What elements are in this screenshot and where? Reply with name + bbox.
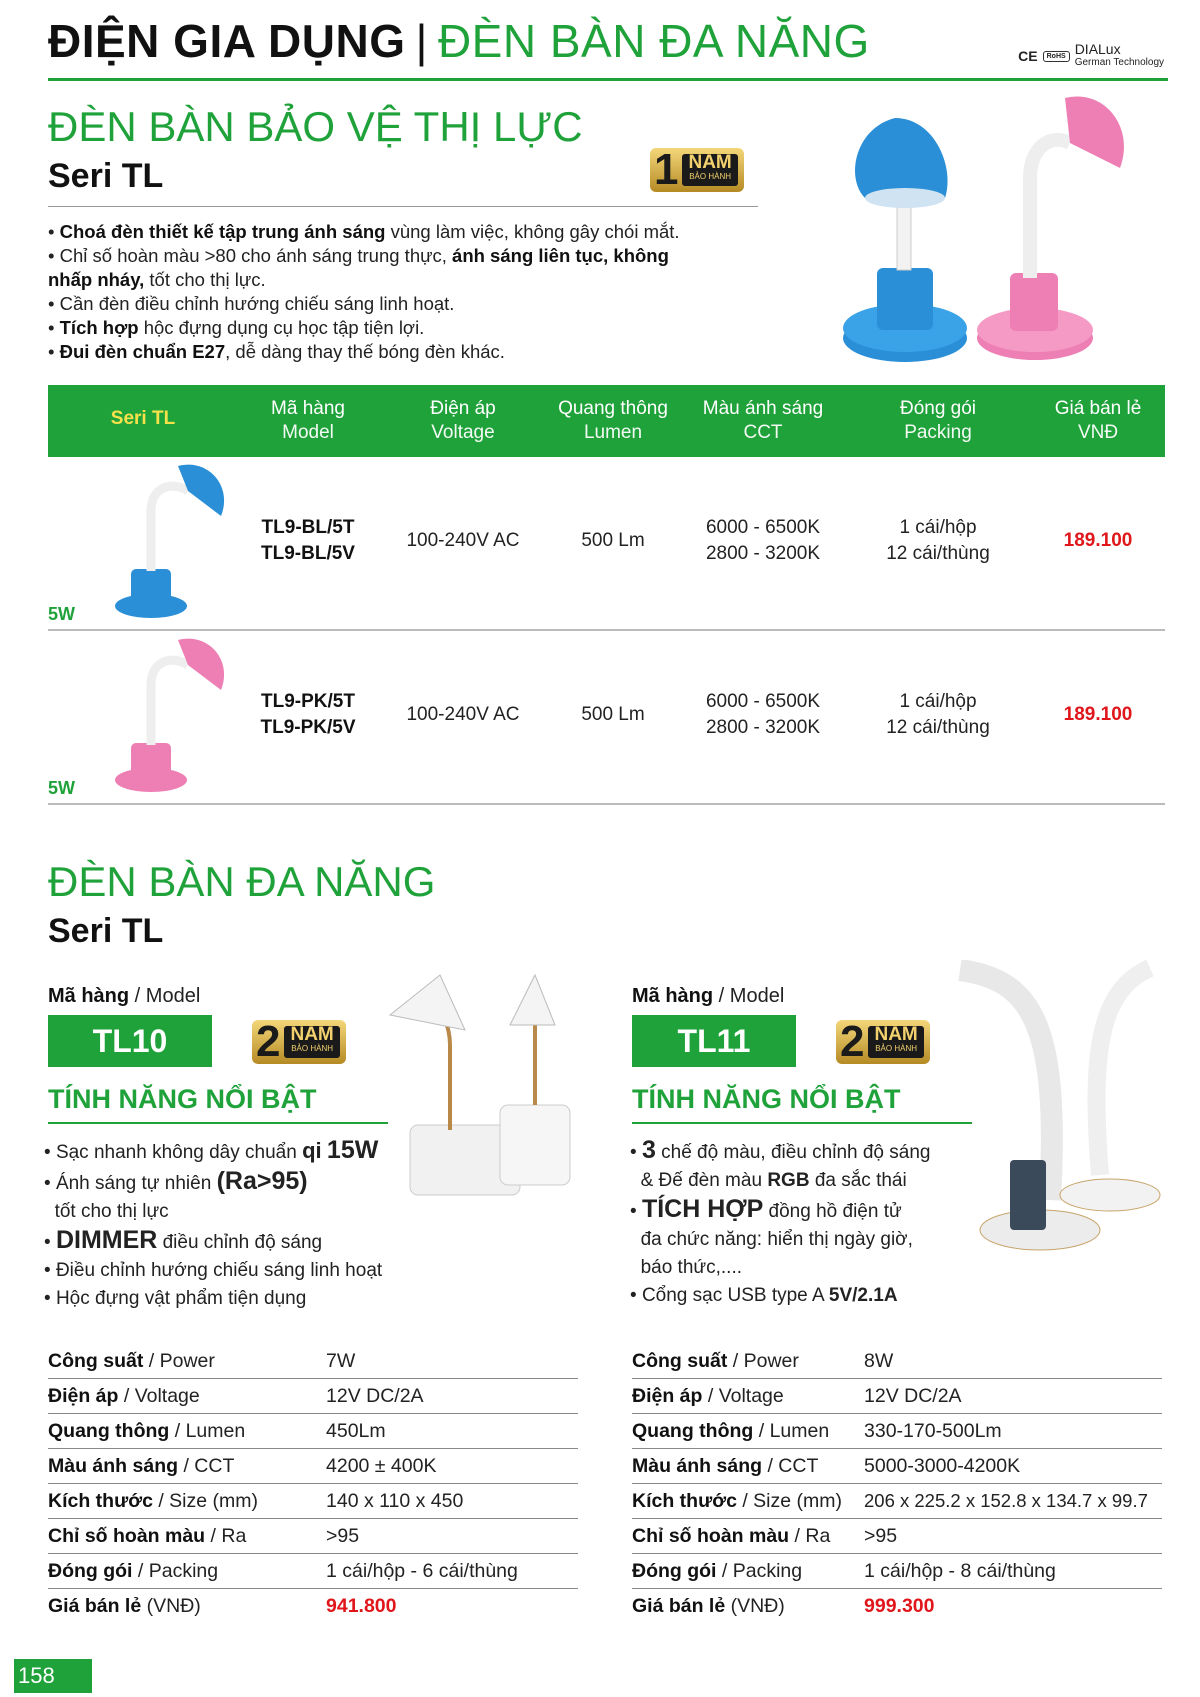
section1-series: Seri TL <box>48 157 164 195</box>
row-packing: 1 cái/hộp 12 cái/thùng <box>886 517 990 564</box>
section2-series: Seri TL <box>48 912 164 950</box>
spec-row: Kích thước / Size (mm) 206 x 225.2 x 152.8 x 134.7 x 99.7 <box>632 1484 1162 1519</box>
table-header-cct: Màu ánh sáng CCT <box>702 398 824 443</box>
table-row <box>48 631 1165 805</box>
row-packing: 1 cái/hộp 12 cái/thùng <box>886 691 990 738</box>
tl11-model-label: Mã hàng / Model <box>632 985 785 1007</box>
feature-item: • TÍCH HỢP đồng hồ điện tử đa chức năng: hiển thị ngày giờ, báo thức,.... <box>630 1195 913 1278</box>
lamp-thumbnail-blue <box>93 461 243 621</box>
spec-row: Chỉ số hoàn màu / Ra >95 <box>48 1519 578 1554</box>
bullet-item: • Đui đèn chuẩn E27, dễ dàng thay thế bóng đèn khác. <box>48 341 505 362</box>
feature-item: • Cổng sạc USB type A 5V/2.1A <box>630 1285 898 1306</box>
table-header-series: Seri TL <box>110 408 176 429</box>
feature-item: • Sạc nhanh không dây chuẩn qi 15W <box>44 1136 379 1164</box>
warranty-badge-2yr: 2 NĂM BẢO HÀNH <box>252 1020 346 1064</box>
spec-row: Đóng gói / Packing 1 cái/hộp - 6 cái/thùng <box>48 1554 578 1589</box>
spec-row: Công suất / Power 7W <box>48 1344 578 1379</box>
lamp-thumbnail-pink <box>93 635 243 795</box>
bullet-item: • Cần đèn điều chỉnh hướng chiếu sáng linh hoạt. <box>48 293 455 314</box>
tl11-features-title: TÍNH NĂNG NỔI BẬT <box>632 1084 901 1114</box>
feature-item: • Ánh sáng tự nhiên (Ra>95) tốt cho thị lực <box>44 1167 308 1222</box>
tl10-features-title: TÍNH NĂNG NỔI BẬT <box>48 1084 317 1114</box>
table-header-packing: Đóng gói Packing <box>899 398 977 443</box>
spec-row: Kích thước / Size (mm) 140 x 110 x 450 <box>48 1484 578 1519</box>
brand-tagline: German Technology <box>1074 57 1164 68</box>
table-header-price: Giá bán lẻ VNĐ <box>1054 398 1142 443</box>
product-table-header <box>48 385 1165 457</box>
row-model: TL9-PK/5T TL9-PK/5V <box>260 691 356 738</box>
section2-title: ĐÈN BÀN ĐA NĂNG <box>48 858 436 905</box>
row-voltage: 100-240V AC <box>406 530 520 551</box>
blue-desk-lamp-illustration <box>843 118 967 362</box>
row-wattage: 5W <box>48 604 75 624</box>
row-cct: 6000 - 6500K 2800 - 3200K <box>705 517 821 564</box>
spec-row: Màu ánh sáng / CCT 5000-3000-4200K <box>632 1449 1162 1484</box>
warranty-badge-2yr: 2 NĂM BẢO HÀNH <box>836 1020 930 1064</box>
feature-item: • Điều chỉnh hướng chiếu sáng linh hoạt <box>44 1260 383 1281</box>
row-cct: 6000 - 6500K 2800 - 3200K <box>705 691 821 738</box>
spec-row: Giá bán lẻ (VNĐ) 999.300 <box>632 1595 935 1617</box>
spec-row: Chỉ số hoàn màu / Ra >95 <box>632 1519 1162 1554</box>
brand-name: DIALux <box>1074 41 1121 57</box>
tl11-features-list <box>630 1136 980 1310</box>
tl10-spec-table <box>48 1344 578 1623</box>
header-category: ĐIỆN GIA DỤNG <box>48 15 406 67</box>
page-number: 158 <box>14 1659 92 1693</box>
tl11-lamp-image <box>950 960 1170 1270</box>
bullet-item: • Choá đèn thiết kế tập trung ánh sáng vùng làm việc, không gây chói mắt. <box>48 221 680 242</box>
hero-lamps-image <box>835 88 1135 378</box>
tl11-model-box: TL11 <box>632 1015 796 1067</box>
feature-item: • 3 chế độ màu, điều chỉnh độ sáng & Đế đèn màu RGB đa sắc thái <box>630 1136 931 1191</box>
section1-title: ĐÈN BÀN BẢO VỆ THỊ LỰC <box>48 103 583 150</box>
warranty-badge-1yr <box>650 145 744 194</box>
row-model: TL9-BL/5T TL9-BL/5V <box>261 517 355 564</box>
table-header-lumen: Quang thông Lumen <box>558 398 668 443</box>
brand-logo <box>1074 41 1164 68</box>
spec-row: Điện áp / Voltage 12V DC/2A <box>632 1379 1162 1414</box>
spec-row: Giá bán lẻ (VNĐ) 941.800 <box>48 1595 397 1617</box>
feature-item: • Hộc đựng vật phẩm tiện dụng <box>44 1288 307 1309</box>
bullet-item: • Chỉ số hoàn màu >80 cho ánh sáng trung thực, ánh sáng liên tục, không nhấp nháy, tốt cho thị lực. <box>48 245 669 290</box>
row-price: 189.100 <box>1063 530 1133 551</box>
spec-row: Công suất / Power 8W <box>632 1344 1162 1379</box>
warranty-years: 1 <box>654 145 679 194</box>
warranty-label: NĂM <box>688 152 732 173</box>
tl10-model-label: Mã hàng / Model <box>48 985 201 1007</box>
ce-mark-icon: CE <box>1018 48 1038 64</box>
tl10-lamp-image <box>370 955 590 1215</box>
header-rule <box>48 78 1168 81</box>
row-wattage: 5W <box>48 778 75 798</box>
rohs-mark-icon: RoHS <box>1043 51 1070 62</box>
spec-row: Đóng gói / Packing 1 cái/hộp - 8 cái/thùng <box>632 1554 1162 1589</box>
header-separator: | <box>415 15 428 67</box>
row-price: 189.100 <box>1063 704 1133 725</box>
row-lumen: 500 Lm <box>581 704 645 725</box>
certifications <box>1018 41 1164 68</box>
table-header-voltage: Điện áp Voltage <box>430 398 496 443</box>
tl11-spec-table <box>632 1344 1162 1623</box>
table-header-model: Mã hàng Model <box>271 398 345 443</box>
spec-row: Quang thông / Lumen 330-170-500Lm <box>632 1414 1162 1449</box>
spec-row: Quang thông / Lumen 450Lm <box>48 1414 578 1449</box>
section1-rule <box>48 206 758 207</box>
warranty-sub: BẢO HÀNH <box>689 172 732 181</box>
bullet-item: • Tích hợp hộc đựng dụng cụ học tập tiện lợi. <box>48 317 425 338</box>
tl10-model-box: TL10 <box>48 1015 212 1067</box>
pink-desk-lamp-illustration <box>977 96 1124 360</box>
section1-bullets <box>48 220 768 364</box>
spec-row: Màu ánh sáng / CCT 4200 ± 400K <box>48 1449 578 1484</box>
page-header-title <box>48 14 870 68</box>
header-subtitle: ĐÈN BÀN ĐA NĂNG <box>437 15 870 67</box>
row-voltage: 100-240V AC <box>406 704 520 725</box>
row-lumen: 500 Lm <box>581 530 645 551</box>
tl10-features-rule <box>48 1122 388 1124</box>
row-divider <box>48 803 1165 805</box>
tl11-features-rule <box>632 1122 972 1124</box>
spec-row: Điện áp / Voltage 12V DC/2A <box>48 1379 578 1414</box>
feature-item: • DIMMER điều chỉnh độ sáng <box>44 1226 323 1254</box>
table-row <box>48 457 1165 631</box>
qi-icon: qi <box>302 1138 322 1163</box>
